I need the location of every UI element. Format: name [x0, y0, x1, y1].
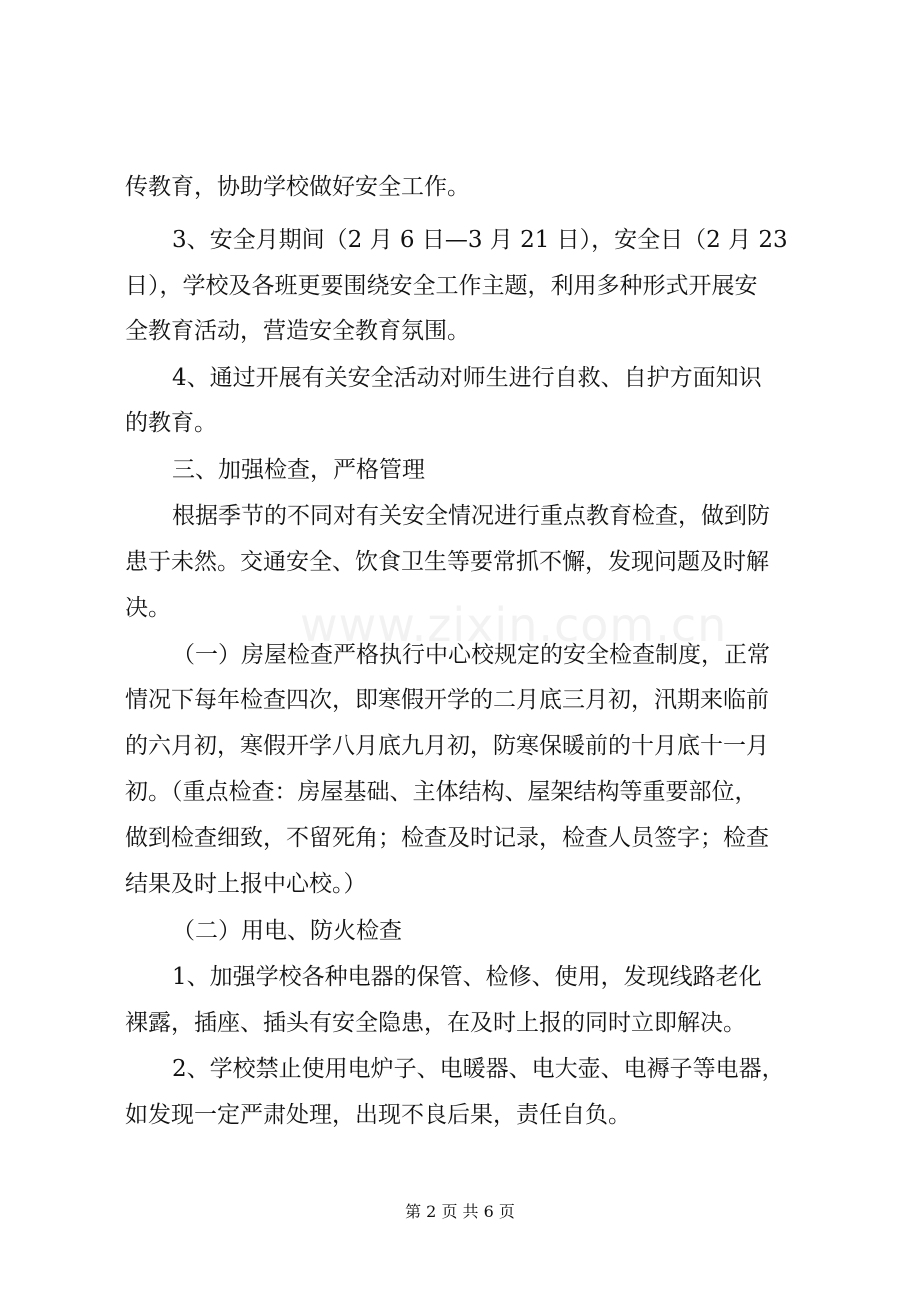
- paragraph-line: （一）房屋检查严格执行中心校规定的安全检查制度，正常: [172, 642, 770, 668]
- subsection-heading: （二）用电、防火检查: [172, 918, 402, 944]
- paragraph-line: 情况下每年检查四次，即寒假开学的二月底三月初，汛期来临前: [125, 687, 769, 713]
- paragraph-line: 结果及时上报中心校。）: [125, 871, 367, 897]
- paragraph-line: 全教育活动，营造安全教育氛围。: [125, 318, 470, 344]
- page-footer: 第 2 页 共 6 页: [405, 1202, 515, 1221]
- paragraph-line: 决。: [125, 595, 171, 621]
- paragraph-line: 传教育，协助学校做好安全工作。: [125, 174, 470, 200]
- paragraph-line: 如发现一定严肃处理，出现不良后果，责任自负。: [125, 1102, 631, 1128]
- paragraph-line: 4、通过开展有关安全活动对师生进行自救、自护方面知识: [172, 365, 762, 391]
- paragraph-line: 的教育。: [125, 410, 217, 436]
- paragraph-line: 1、加强学校各种电器的保管、检修、使用，发现线路老化: [172, 964, 762, 990]
- paragraph-line: 日），学校及各班更要围绕安全工作主题，利用多种形式开展安: [125, 273, 758, 299]
- paragraph-line: 裸露，插座、插头有安全隐患，在及时上报的同时立即解决。: [125, 1010, 746, 1036]
- paragraph-line: 患于未然。交通安全、饮食卫生等要常抓不懈，发现问题及时解: [125, 549, 769, 575]
- paragraph-line: 根据季节的不同对有关安全情况进行重点教育检查，做到防: [172, 503, 770, 529]
- watermark: www.zixin.com.cn: [300, 598, 728, 652]
- paragraph-line: 做到检查细致，不留死角；检查及时记录，检查人员签字；检查: [125, 825, 769, 851]
- paragraph-line: 初。（重点检查：房屋基础、主体结构、屋架结构等重要部位，: [125, 779, 758, 805]
- paragraph-line: 3、安全月期间（2 月 6 日—3 月 21 日），安全日（2 月 23: [172, 227, 788, 253]
- paragraph-line: 的六月初，寒假开学八月底九月初，防寒保暖前的十月底十一月: [125, 733, 769, 759]
- section-heading: 三、加强检查，严格管理: [172, 457, 425, 483]
- paragraph-line: 2、学校禁止使用电炉子、电暖器、电大壶、电褥子等电器，: [172, 1056, 785, 1082]
